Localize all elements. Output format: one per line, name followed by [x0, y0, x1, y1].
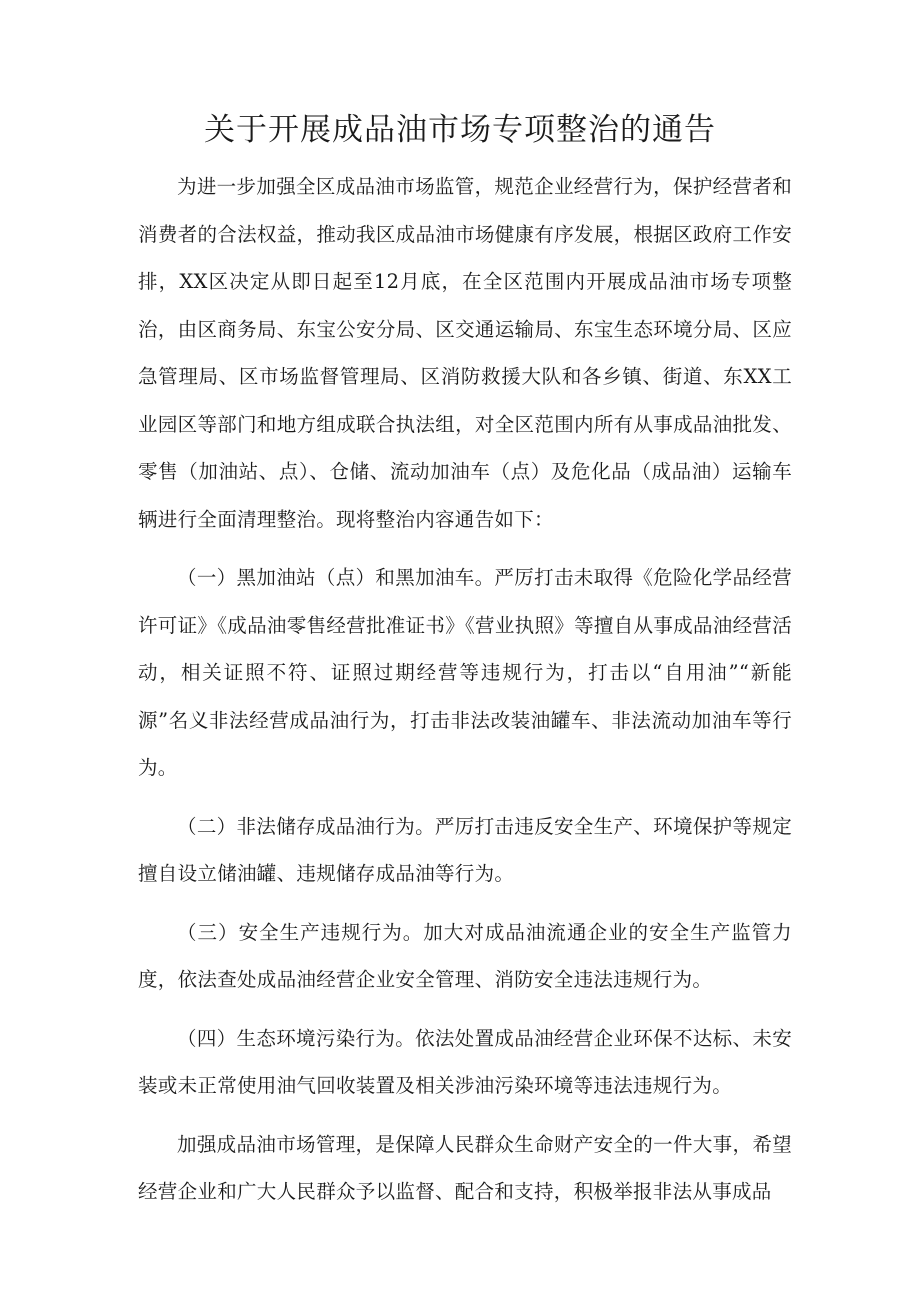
paragraph-closing: 加强成品油市场管理，是保障人民群众生命财产安全的一件大事，希望经营企业和广大人民群众予以监督、配合和支持，积极举报非法从事成品: [138, 1132, 792, 1203]
paragraph-item-1: （一）黑加油站（点）和黑加油车。严厉打击未取得《危险化学品经营许可证》《成品油零售经营批准证书》《营业执照》等擅自从事成品油经营活动，相关证照不符、证照过期经营等违规行为，打击以“自用油”“新能源”名义非法经营成品油行为，打击非法改装油罐车、非法流动加油车等行为。: [138, 566, 792, 779]
document-body: [138, 163, 792, 1216]
paragraph-item-3: （三）安全生产违规行为。加大对成品油流通企业的安全生产监管力度，依法查处成品油经营企业安全管理、消防安全违法违规行为。: [138, 920, 792, 991]
paragraph-intro: 为进一步加强全区成品油市场监管，规范企业经营行为，保护经营者和消费者的合法权益，推动我区成品油市场健康有序发展，根据区政府工作安排，XX区决定从即日起至12月底，在全区范围内开展成品油市场专项整治，由区商务局、东宝公安分局、区交通运输局、东宝生态环境分局、区应急管理局、区市场监督管理局、区消防救援大队和各乡镇、街道、东XX工业园区等部门和地方组成联合执法组，对全区范围内所有从事成品油批发、零售（加油站、点）、仓储、流动加油车（点）及危化品（成品油）运输车辆进行全面清理整治。现将整治内容通告如下：: [138, 175, 792, 531]
paragraph-item-2: （二）非法储存成品油行为。严厉打击违反安全生产、环境保护等规定擅自设立储油罐、违规储存成品油等行为。: [138, 814, 792, 885]
paragraph-item-4: （四）生态环境污染行为。依法处置成品油经营企业环保不达标、未安装或未正常使用油气回收装置及相关涉油污染环境等违法违规行为。: [138, 1026, 792, 1097]
document-title: 关于开展成品油市场专项整治的通告: [204, 112, 716, 148]
